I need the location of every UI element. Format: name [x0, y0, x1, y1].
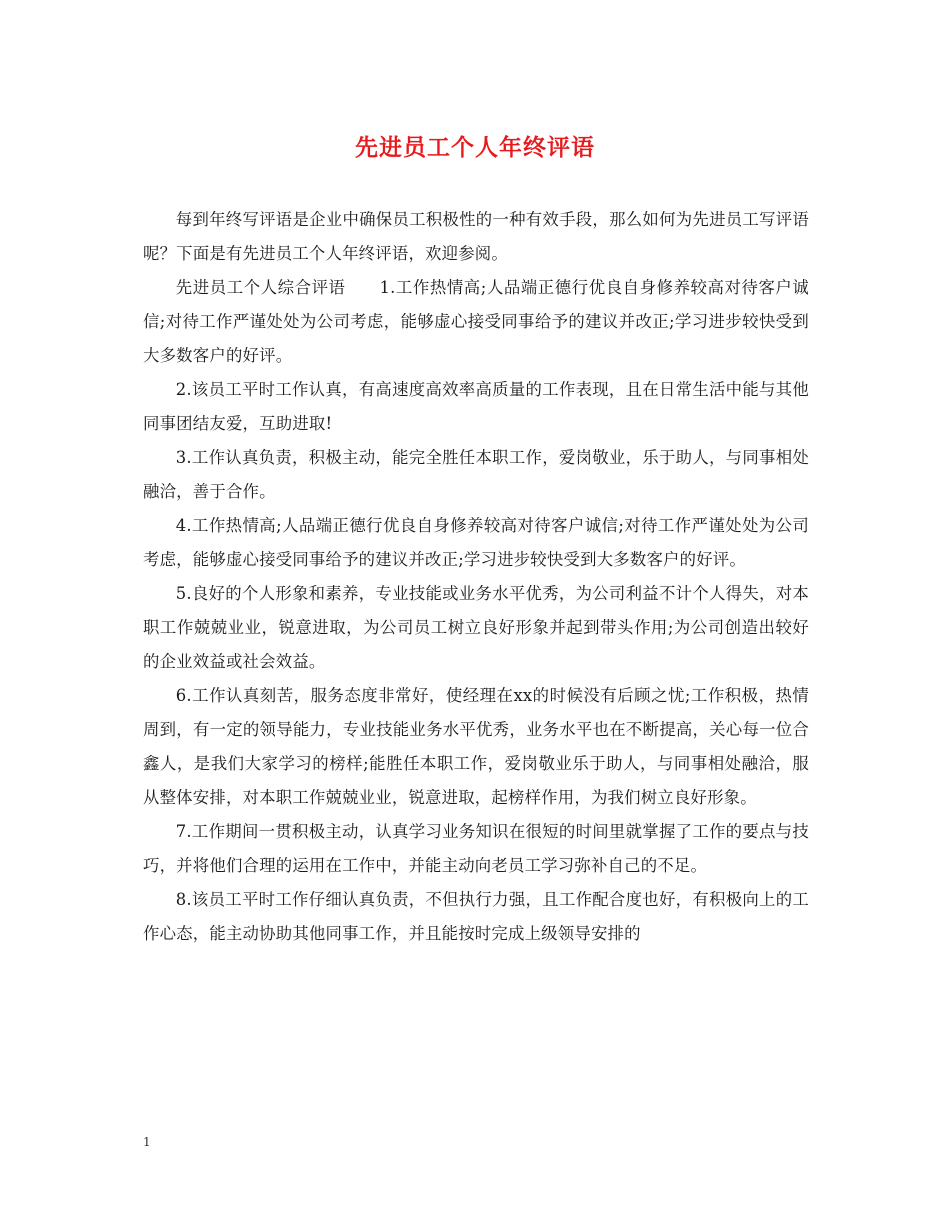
paragraph-item-4: 4.工作热情高;人品端正德行优良自身修养较高对待客户诚信;对待工作严谨处处为公司考虑，能够虚心接受同事给予的建议并改正;学习进步较快受到大多数客户的好评。 — [143, 516, 809, 569]
paragraph-item-6: 6.工作认真刻苦，服务态度非常好，使经理在xx的时候没有后顾之忧;工作积极，热情周到，有一定的领导能力，专业技能业务水平优秀，业务水平也在不断提高，关心每一位合鑫人，是我们大家学习的榜样;能胜任本职工作，爱岗敬业乐于助人，与同事相处融洽，服从整体安排，对本职工作兢兢业业，锐意进取，起榜样作用，为我们树立良好形象。 — [143, 686, 809, 807]
paragraph-item-3: 3.工作认真负责，积极主动，能完全胜任本职工作，爱岗敬业，乐于助人，与同事相处融洽，善于合作。 — [143, 448, 809, 501]
paragraph-intro: 每到年终写评语是企业中确保员工积极性的一种有效手段，那么如何为先进员工写评语呢？下面是有先进员工个人年终评语，欢迎参阅。 — [143, 210, 809, 263]
paragraph-item-8: 8.该员工平时工作仔细认真负责，不但执行力强，且工作配合度也好，有积极向上的工作心态，能主动协助其他同事工作，并且能按时完成上级领导安排的 — [143, 890, 809, 943]
document-body — [143, 203, 809, 951]
document-title: 先进员工个人年终评语 — [355, 134, 595, 161]
page-number: 1 — [143, 1135, 151, 1149]
paragraph-item-1: 先进员工个人综合评语 1.工作热情高;人品端正德行优良自身修养较高对待客户诚信;对待工作严谨处处为公司考虑，能够虚心接受同事给予的建议并改正;学习进步较快受到大多数客户的好评。 — [143, 278, 809, 365]
paragraph-item-2: 2.该员工平时工作认真，有高速度高效率高质量的工作表现，且在日常生活中能与其他同事团结友爱，互助进取! — [143, 380, 809, 433]
paragraph-item-5: 5.良好的个人形象和素养，专业技能或业务水平优秀，为公司利益不计个人得失，对本职工作兢兢业业，锐意进取，为公司员工树立良好形象并起到带头作用;为公司创造出较好的企业效益或社会效益。 — [143, 584, 809, 671]
paragraph-item-7: 7.工作期间一贯积极主动，认真学习业务知识在很短的时间里就掌握了工作的要点与技巧，并将他们合理的运用在工作中，并能主动向老员工学习弥补自己的不足。 — [143, 822, 809, 875]
